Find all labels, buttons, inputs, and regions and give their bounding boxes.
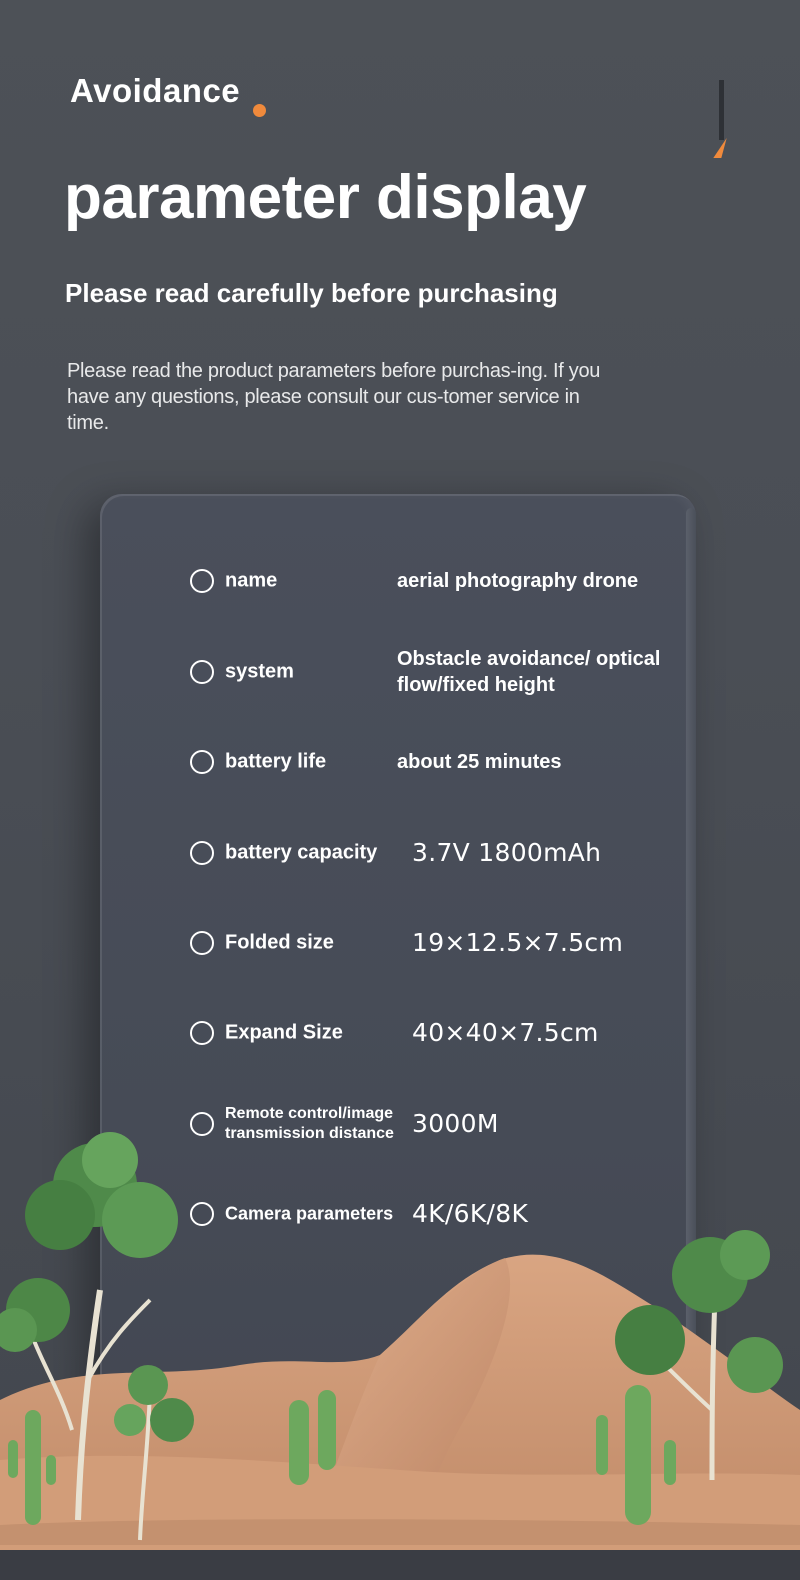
param-label: name (225, 569, 278, 592)
bullet-circle-icon (190, 660, 214, 684)
purchase-notice: Please read the product parameters before purchas-ing. If you have any questions, please consult our cus-tomer service in time. (67, 360, 601, 434)
bullet-circle-icon (190, 841, 214, 865)
param-value: 3000M (412, 1109, 499, 1138)
param-label: Camera parameters (225, 1203, 394, 1224)
page-subtitle: Please read carefully before purchasing (65, 278, 558, 308)
param-value: 3.7V 1800mAh (412, 838, 602, 867)
param-row-expand-size (190, 1013, 670, 1053)
param-value: 19×12.5×7.5cm (412, 928, 624, 957)
param-value: 40×40×7.5cm (412, 1018, 599, 1047)
param-row-battery-capacity (190, 833, 670, 873)
corner-decoration-bar (719, 80, 724, 140)
param-label: Folded size (225, 931, 334, 954)
param-label: battery capacity (225, 841, 378, 864)
param-label: Expand Size (225, 1021, 343, 1044)
param-label: system (225, 660, 294, 683)
bullet-circle-icon (190, 750, 214, 774)
param-value: aerial photography drone (397, 570, 639, 592)
brand-name: Avoidance (70, 72, 241, 109)
param-label: Remote control/image transmission distance (225, 1105, 394, 1142)
desert-scene-illustration (0, 1130, 800, 1580)
param-row-name (190, 561, 670, 601)
param-row-system (190, 648, 670, 696)
param-row-folded-size (190, 923, 670, 963)
param-row-battery-life (190, 742, 670, 782)
param-label: battery life (225, 750, 327, 773)
bullet-circle-icon (190, 931, 214, 955)
bullet-circle-icon (190, 569, 214, 593)
corner-decoration-tip (713, 138, 726, 158)
param-value: about 25 minutes (397, 751, 562, 773)
brand-accent-dot (253, 104, 266, 117)
bullet-circle-icon (190, 1021, 214, 1045)
page-title: parameter display (64, 163, 587, 232)
param-value: 4K/6K/8K (412, 1199, 529, 1228)
param-value: Obstacle avoidance/ optical flow/fixed height (397, 648, 661, 696)
